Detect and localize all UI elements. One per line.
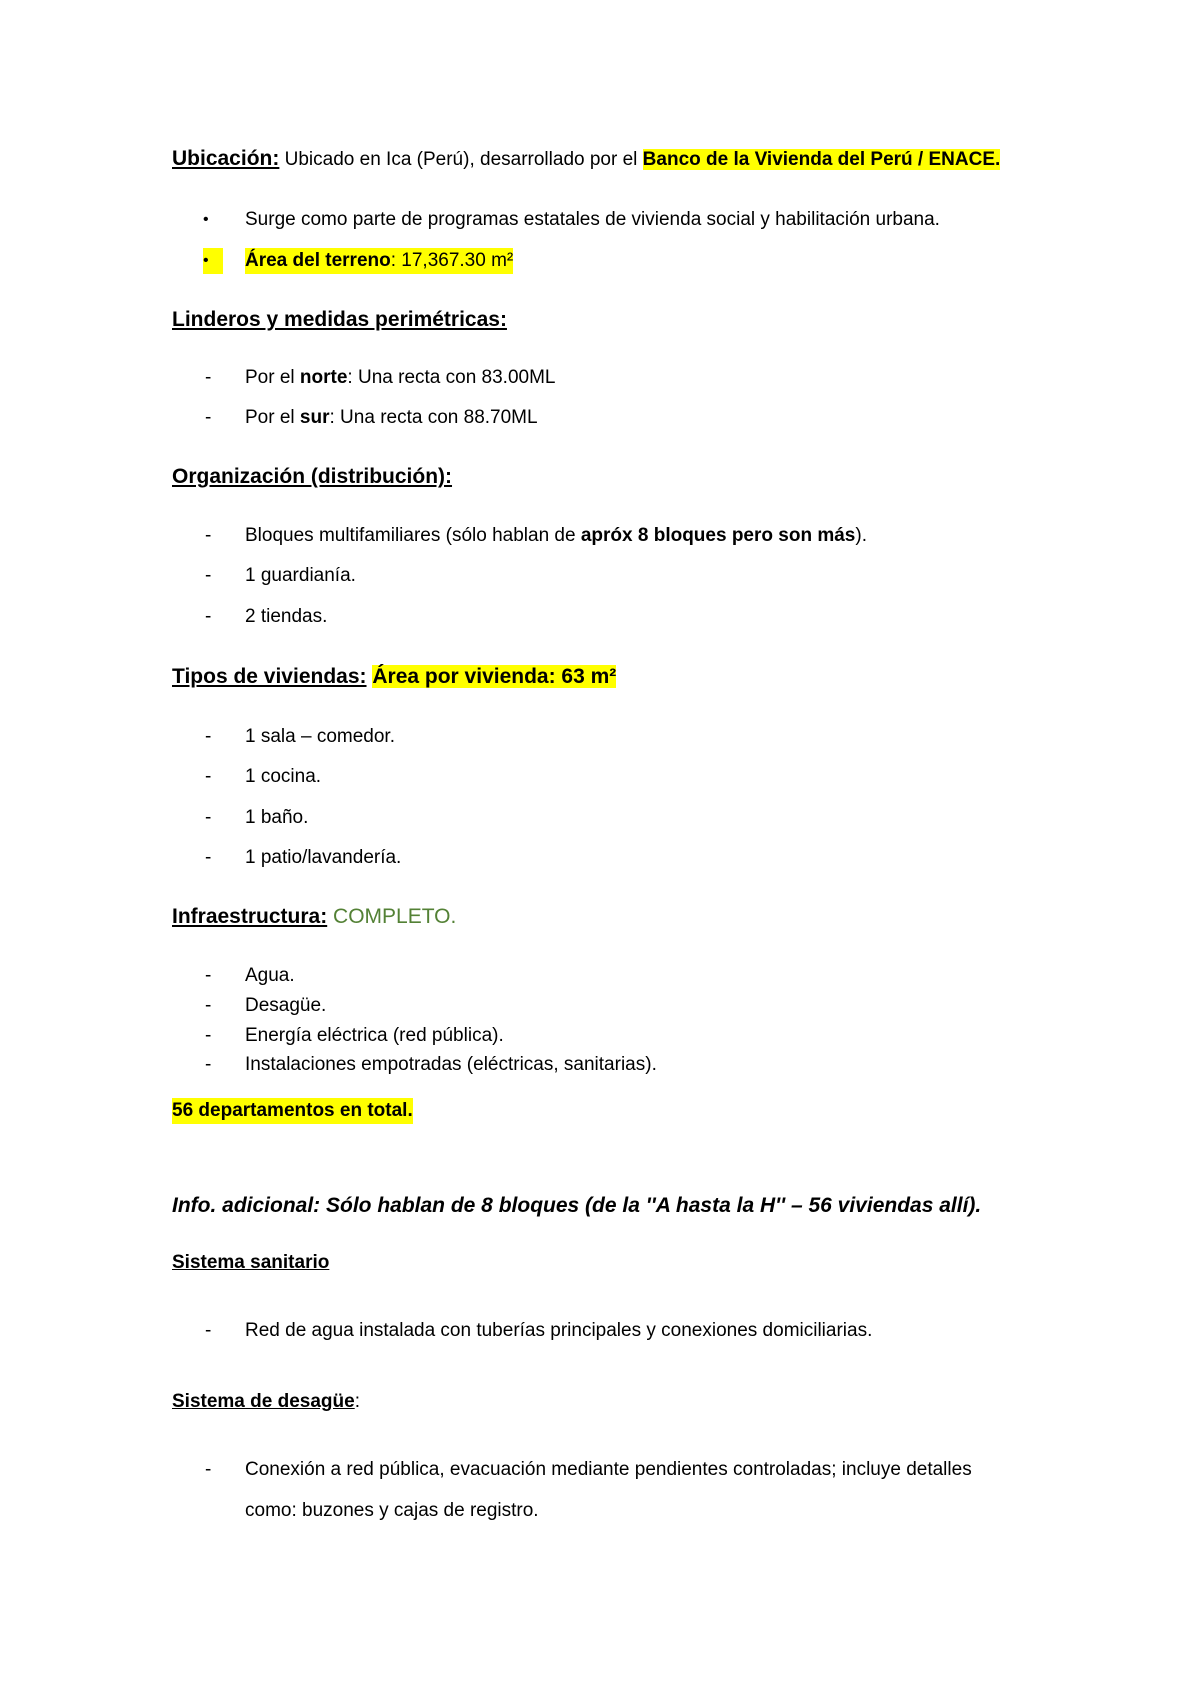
lindero-direction: norte [299,367,348,388]
dash-marker: - [205,606,212,627]
linderos-heading: Linderos y medidas perimétricas: [172,308,507,331]
lindero-measure: : Una recta con 83.00ML [347,367,556,388]
infraestructura-line [172,904,456,930]
organizacion-bold: apróx 8 bloques pero son más [580,525,856,546]
dash-marker: - [205,367,212,388]
lindero-direction: sur [299,407,330,428]
dash-marker: - [205,847,212,868]
list-item-text [245,523,867,549]
desague-heading: Sistema de desagüe [172,1391,355,1412]
dash-marker: - [205,807,212,828]
lindero-prefix: Por el [245,367,300,388]
list-item-text: Red de agua instalada con tuberías principales y conexiones domiciliarias. [245,1320,873,1341]
list-item-text: Energía eléctrica (red pública). [245,1025,504,1046]
list-item-text [245,365,556,391]
lindero-prefix: Por el [245,407,300,428]
info-adicional: Info. adicional: Sólo hablan de 8 bloques (de la ''A hasta la H'' – 56 viviendas allí). [172,1194,982,1217]
area-terreno-line [245,248,513,274]
infraestructura-status: COMPLETO. [327,905,457,928]
dash-marker: - [205,766,212,787]
bullet-text: Surge como parte de programas estatales de vivienda social y habilitación urbana. [245,209,940,230]
ubicacion-highlight: Banco de la Vivienda del Perú / ENACE. [642,149,1001,170]
organizacion-prefix: Bloques multifamiliares (sólo hablan de [245,525,581,546]
list-item-text: 1 sala – comedor. [245,726,395,747]
area-terreno-label: Área del terreno [245,250,391,271]
desague-colon: : [354,1391,360,1412]
dash-marker: - [205,407,212,428]
dash-marker: - [205,565,212,586]
ubicacion-label: Ubicación: [172,147,280,170]
area-terreno-value: : 17,367.30 m² [390,250,514,271]
dash-marker: - [205,1054,212,1075]
list-item-text: Conexión a red pública, evacuación mediante pendientes controladas; incluye detalles [245,1459,972,1480]
bullet-marker: • [203,211,209,228]
list-item-text: 1 patio/lavandería. [245,847,402,868]
list-item-text [245,405,538,431]
infraestructura-heading: Infraestructura: [172,905,328,928]
lindero-measure: : Una recta con 88.70ML [329,407,538,428]
dash-marker: - [205,1459,212,1480]
dash-marker: - [205,995,212,1016]
list-item-text: 1 baño. [245,807,309,828]
bullet-marker: • [203,248,223,274]
list-item-text: Instalaciones empotradas (eléctricas, sanitarias). [245,1054,657,1075]
dash-marker: - [205,1025,212,1046]
list-item-text: Desagüe. [245,995,327,1016]
list-item-text: Agua. [245,965,295,986]
total-departamentos: 56 departamentos en total. [172,1098,413,1124]
tipos-highlight: Área por vivienda: 63 m² [372,665,617,688]
tipos-line [172,664,616,690]
dash-marker: - [205,1320,212,1341]
dash-marker: - [205,965,212,986]
dash-marker: - [205,525,212,546]
list-item-text: como: buzones y cajas de registro. [245,1500,539,1521]
list-item-text: 1 guardianía. [245,565,356,586]
organizacion-suffix: ). [855,525,867,546]
desague-line [172,1389,360,1415]
sanitario-heading: Sistema sanitario [172,1252,330,1273]
ubicacion-text: Ubicado en Ica (Perú), desarrollado por el [279,149,643,170]
list-item-text: 1 cocina. [245,766,322,787]
tipos-heading: Tipos de viviendas: [172,665,367,688]
dash-marker: - [205,726,212,747]
organizacion-heading: Organización (distribución): [172,465,453,488]
list-item-text: 2 tiendas. [245,606,328,627]
ubicacion-line [172,146,1000,173]
